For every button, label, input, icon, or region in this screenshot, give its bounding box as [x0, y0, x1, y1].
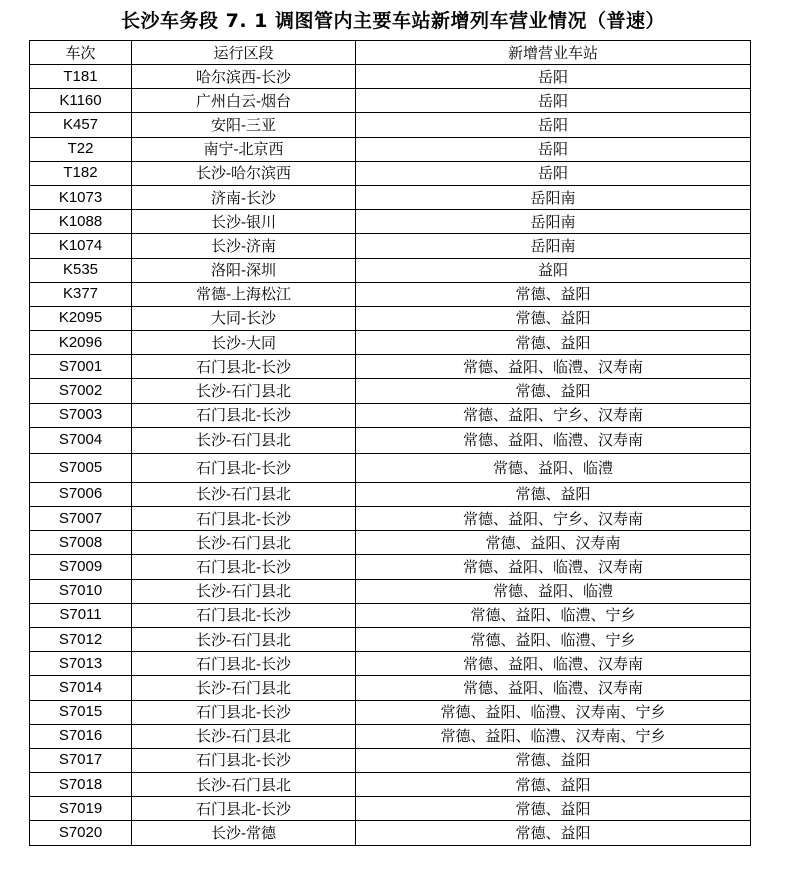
- train-number-cell: S7004: [30, 427, 132, 453]
- train-number-cell: T181: [30, 65, 132, 89]
- table-row: [30, 652, 751, 676]
- table-row: [30, 579, 751, 603]
- new-stations-cell: 常德、益阳、临澧、宁乡: [356, 603, 751, 627]
- route-section-cell: 长沙-常德: [132, 821, 356, 845]
- table-row: [30, 821, 751, 845]
- new-stations-cell: 常德、益阳、临澧、汉寿南、宁乡: [356, 700, 751, 724]
- new-stations-cell: 常德、益阳、宁乡、汉寿南: [356, 403, 751, 427]
- table-row: [30, 234, 751, 258]
- table-row: [30, 453, 751, 482]
- train-number-cell: S7014: [30, 676, 132, 700]
- train-number-cell: S7018: [30, 773, 132, 797]
- new-stations-cell: 岳阳: [356, 89, 751, 113]
- table-row: [30, 676, 751, 700]
- new-stations-cell: 常德、益阳: [356, 306, 751, 330]
- train-number-cell: K2095: [30, 306, 132, 330]
- route-section-cell: 长沙-石门县北: [132, 579, 356, 603]
- new-stations-cell: 常德、益阳: [356, 773, 751, 797]
- route-section-cell: 长沙-石门县北: [132, 627, 356, 651]
- route-section-cell: 长沙-石门县北: [132, 724, 356, 748]
- train-number-cell: S7002: [30, 379, 132, 403]
- route-section-cell: 长沙-石门县北: [132, 379, 356, 403]
- train-number-cell: S7013: [30, 652, 132, 676]
- table-row: [30, 797, 751, 821]
- route-section-cell: 洛阳-深圳: [132, 258, 356, 282]
- table-row: [30, 724, 751, 748]
- route-section-cell: 长沙-石门县北: [132, 676, 356, 700]
- new-stations-cell: 岳阳: [356, 65, 751, 89]
- route-section-cell: 长沙-银川: [132, 210, 356, 234]
- train-number-cell: K1088: [30, 210, 132, 234]
- new-stations-cell: 岳阳南: [356, 210, 751, 234]
- new-stations-cell: 常德、益阳: [356, 331, 751, 355]
- route-section-cell: 长沙-石门县北: [132, 427, 356, 453]
- new-stations-cell: 常德、益阳、临澧、汉寿南: [356, 355, 751, 379]
- route-section-cell: 南宁-北京西: [132, 137, 356, 161]
- route-section-cell: 长沙-石门县北: [132, 482, 356, 506]
- new-stations-cell: 常德、益阳、临澧、汉寿南: [356, 555, 751, 579]
- route-section-cell: 长沙-石门县北: [132, 531, 356, 555]
- train-number-cell: S7010: [30, 579, 132, 603]
- train-number-cell: K457: [30, 113, 132, 137]
- train-number-cell: K535: [30, 258, 132, 282]
- route-section-cell: 石门县北-长沙: [132, 797, 356, 821]
- new-stations-cell: 常德、益阳、临澧、宁乡: [356, 627, 751, 651]
- route-section-cell: 长沙-济南: [132, 234, 356, 258]
- train-number-cell: S7019: [30, 797, 132, 821]
- table-row: [30, 89, 751, 113]
- train-number-cell: T22: [30, 137, 132, 161]
- train-number-cell: S7017: [30, 748, 132, 772]
- train-number-cell: K1074: [30, 234, 132, 258]
- train-number-cell: S7005: [30, 453, 132, 482]
- new-stations-cell: 常德、益阳: [356, 482, 751, 506]
- route-section-cell: 广州白云-烟台: [132, 89, 356, 113]
- table-row: [30, 748, 751, 772]
- train-number-cell: S7003: [30, 403, 132, 427]
- new-stations-cell: 常德、益阳、临澧: [356, 453, 751, 482]
- header-route-section: 运行区段: [132, 41, 356, 65]
- table-row: [30, 258, 751, 282]
- train-number-cell: K377: [30, 282, 132, 306]
- new-stations-cell: 岳阳: [356, 113, 751, 137]
- train-number-cell: K2096: [30, 331, 132, 355]
- table-row: [30, 137, 751, 161]
- table-row: [30, 773, 751, 797]
- new-stations-cell: 常德、益阳: [356, 821, 751, 845]
- table-row: [30, 482, 751, 506]
- train-number-cell: S7009: [30, 555, 132, 579]
- header-train-number: 车次: [30, 41, 132, 65]
- route-section-cell: 石门县北-长沙: [132, 403, 356, 427]
- train-number-cell: S7011: [30, 603, 132, 627]
- train-number-cell: S7012: [30, 627, 132, 651]
- route-section-cell: 长沙-大同: [132, 331, 356, 355]
- new-stations-cell: 常德、益阳、临澧、汉寿南: [356, 427, 751, 453]
- table-row: [30, 113, 751, 137]
- table-row: [30, 379, 751, 403]
- route-section-cell: 大同-长沙: [132, 306, 356, 330]
- new-stations-cell: 常德、益阳: [356, 748, 751, 772]
- route-section-cell: 哈尔滨西-长沙: [132, 65, 356, 89]
- new-stations-cell: 常德、益阳: [356, 379, 751, 403]
- table-row: [30, 282, 751, 306]
- train-number-cell: K1073: [30, 185, 132, 209]
- train-number-cell: S7020: [30, 821, 132, 845]
- new-stations-cell: 常德、益阳、宁乡、汉寿南: [356, 507, 751, 531]
- route-section-cell: 石门县北-长沙: [132, 700, 356, 724]
- table-row: [30, 306, 751, 330]
- train-table: [29, 40, 751, 846]
- train-number-cell: S7006: [30, 482, 132, 506]
- train-number-cell: K1160: [30, 89, 132, 113]
- table-row: [30, 627, 751, 651]
- new-stations-cell: 常德、益阳、汉寿南: [356, 531, 751, 555]
- train-number-cell: S7015: [30, 700, 132, 724]
- table-row: [30, 427, 751, 453]
- train-number-cell: S7008: [30, 531, 132, 555]
- route-section-cell: 常德-上海松江: [132, 282, 356, 306]
- new-stations-cell: 常德、益阳: [356, 797, 751, 821]
- document-title: 长沙车务段 7. 1 调图管内主要车站新增列车营业情况（普速）: [120, 10, 665, 32]
- route-section-cell: 石门县北-长沙: [132, 453, 356, 482]
- new-stations-cell: 常德、益阳、临澧、汉寿南: [356, 676, 751, 700]
- new-stations-cell: 岳阳南: [356, 185, 751, 209]
- header-new-stations: 新增营业车站: [356, 41, 751, 65]
- train-number-cell: S7016: [30, 724, 132, 748]
- table-row: [30, 700, 751, 724]
- table-row: [30, 555, 751, 579]
- new-stations-cell: 岳阳: [356, 137, 751, 161]
- route-section-cell: 石门县北-长沙: [132, 748, 356, 772]
- route-section-cell: 石门县北-长沙: [132, 603, 356, 627]
- train-number-cell: S7001: [30, 355, 132, 379]
- route-section-cell: 石门县北-长沙: [132, 355, 356, 379]
- train-number-cell: S7007: [30, 507, 132, 531]
- table-body: [30, 65, 751, 846]
- new-stations-cell: 常德、益阳、临澧: [356, 579, 751, 603]
- route-section-cell: 石门县北-长沙: [132, 507, 356, 531]
- new-stations-cell: 岳阳南: [356, 234, 751, 258]
- new-stations-cell: 益阳: [356, 258, 751, 282]
- table-row: [30, 507, 751, 531]
- table-row: [30, 65, 751, 89]
- route-section-cell: 石门县北-长沙: [132, 652, 356, 676]
- table-row: [30, 355, 751, 379]
- new-stations-cell: 常德、益阳、临澧、汉寿南: [356, 652, 751, 676]
- table-row: [30, 210, 751, 234]
- table-row: [30, 403, 751, 427]
- table-row: [30, 603, 751, 627]
- route-section-cell: 石门县北-长沙: [132, 555, 356, 579]
- new-stations-cell: 常德、益阳: [356, 282, 751, 306]
- table-row: [30, 161, 751, 185]
- table-row: [30, 531, 751, 555]
- new-stations-cell: 岳阳: [356, 161, 751, 185]
- route-section-cell: 长沙-哈尔滨西: [132, 161, 356, 185]
- table-row: [30, 331, 751, 355]
- route-section-cell: 济南-长沙: [132, 185, 356, 209]
- route-section-cell: 长沙-石门县北: [132, 773, 356, 797]
- train-number-cell: T182: [30, 161, 132, 185]
- new-stations-cell: 常德、益阳、临澧、汉寿南、宁乡: [356, 724, 751, 748]
- table-header-row: [30, 41, 751, 65]
- route-section-cell: 安阳-三亚: [132, 113, 356, 137]
- table-row: [30, 185, 751, 209]
